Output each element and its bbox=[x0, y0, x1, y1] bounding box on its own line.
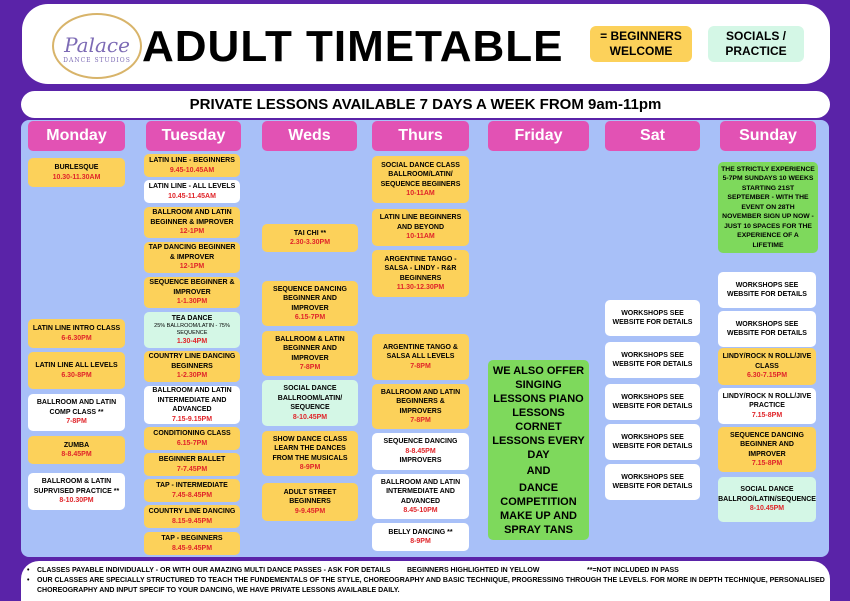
class-card[interactable] bbox=[28, 394, 125, 431]
class-title: BURLESQUE bbox=[54, 164, 99, 171]
bullet-icon: • bbox=[27, 567, 30, 574]
class-card[interactable] bbox=[28, 473, 125, 510]
class-title: ADULT STREET BEGINNERS bbox=[283, 488, 337, 506]
class-title: ARGENTINE TANGO - SALSA - LINDY - R&R BEGINNERS bbox=[384, 255, 457, 282]
class-title: WORKSHOPS SEE WEBSITE FOR DETAILS bbox=[612, 393, 693, 410]
legend-socials: SOCIALS / PRACTICE bbox=[708, 26, 804, 62]
class-time: 2.30-3.30PM bbox=[289, 239, 331, 246]
class-time: 8-10.45PM bbox=[749, 505, 785, 513]
class-time: 6.30-7.15PM bbox=[746, 372, 788, 380]
palace-logo[interactable] bbox=[52, 13, 142, 79]
class-time: 8-10.45PM bbox=[292, 413, 328, 421]
class-card[interactable] bbox=[372, 474, 469, 519]
class-time: 12-1PM bbox=[179, 228, 205, 236]
day-header-friday: Friday bbox=[488, 121, 589, 151]
class-time: 12-1PM bbox=[179, 263, 205, 271]
class-card[interactable] bbox=[28, 352, 125, 389]
class-card[interactable] bbox=[144, 427, 240, 450]
class-title: TAP - BEGINNERS bbox=[161, 535, 223, 542]
strictly-experience-card[interactable] bbox=[718, 162, 818, 253]
class-card[interactable] bbox=[144, 180, 240, 203]
class-card[interactable] bbox=[28, 158, 125, 187]
class-card[interactable] bbox=[605, 300, 700, 336]
class-title: WORKSHOPS SEE WEBSITE FOR DETAILS bbox=[612, 351, 693, 368]
class-time: 10.45-11.45AM bbox=[168, 192, 216, 200]
friday-offer-card[interactable] bbox=[488, 360, 589, 540]
class-title: TAP DANCING BEGINNER & IMPROVER bbox=[148, 244, 236, 261]
footer-notes bbox=[21, 561, 830, 601]
class-time: 8-9PM bbox=[299, 464, 321, 471]
footer-beginners-note: BEGINNERS HIGHLIGHTED IN YELLOW bbox=[407, 567, 540, 574]
class-title: BALLROOM AND LATIN INTERMEDIATE AND ADVANCED bbox=[380, 478, 461, 505]
class-title: SOCIAL DANCE BALLROO/LATIN/SEQUENCE bbox=[718, 486, 816, 503]
class-card[interactable] bbox=[718, 477, 816, 522]
day-header-weds: Weds bbox=[262, 121, 357, 151]
footer-line1: CLASSES PAYABLE INDIVIDUALLY - OR WITH OUR AMAZING MULTI DANCE PASSES - ASK FOR DETAILS bbox=[37, 567, 391, 574]
class-title: SEQUENCE DANCING BEGINNER AND IMPROVER bbox=[273, 285, 347, 312]
class-card[interactable] bbox=[262, 224, 358, 252]
offer-text: WE ALSO OFFER SINGING LESSONS PIANO LESSONS CORNET LESSONS EVERY DAY bbox=[492, 364, 585, 461]
class-title: BALLROOM AND LATIN BEGINNERS & IMPROVERS bbox=[380, 388, 461, 415]
class-card[interactable] bbox=[718, 427, 816, 472]
class-time: 6-6.30PM bbox=[61, 334, 92, 342]
class-subtitle: 25% BALLROOM/LATIN - 75% SEQUENCE bbox=[154, 323, 230, 336]
footer-not-included-note: **=NOT INCLUDED IN PASS bbox=[587, 567, 679, 574]
class-title: WORKSHOPS SEE WEBSITE FOR DETAILS bbox=[612, 309, 693, 326]
class-card[interactable] bbox=[718, 272, 816, 308]
day-header-monday: Monday bbox=[28, 121, 125, 151]
class-card[interactable] bbox=[262, 380, 358, 426]
class-card[interactable] bbox=[372, 433, 469, 470]
class-title: SEQUENCE BEGINNER & IMPROVER bbox=[149, 279, 235, 296]
class-title: BELLY DANCING ** bbox=[388, 528, 453, 536]
class-title: LINDY/ROCK N ROLL/JIVE PRACTICE bbox=[722, 392, 812, 410]
class-time: 8.15-9.45PM bbox=[171, 517, 213, 525]
class-title: THE STRICTLY EXPERIENCE 5-7PM SUNDAYS 10 WEEKS STARTING 21ST SEPTEMBER - WITH THE EVENT ON 28TH NOVEMBER SIGN UP NOW - JUST 10 SPACES FOR THE EXPERIENCE OF A LIFETIME bbox=[721, 165, 815, 249]
private-lessons-banner: PRIVATE LESSONS AVAILABLE 7 DAYS A WEEK FROM 9am-11pm bbox=[21, 91, 830, 118]
logo-name: Palace bbox=[64, 33, 130, 57]
class-time: 9.45-10.45AM bbox=[169, 166, 215, 174]
class-title: TEA DANCE bbox=[171, 314, 213, 322]
logo-subtitle: DANCE STUDIOS bbox=[63, 57, 131, 64]
class-title: BALLROOM AND LATIN BEGINNER & IMPROVER bbox=[150, 209, 234, 226]
class-title: BEGINNER BALLET bbox=[158, 456, 226, 463]
class-time: 10-11AM bbox=[406, 233, 435, 241]
class-card[interactable] bbox=[718, 348, 816, 385]
class-title: COUNTRY LINE DANCING BEGINNERS bbox=[148, 353, 236, 370]
class-card[interactable] bbox=[372, 209, 469, 246]
class-title: SOCIAL DANCE BALLROOM/LATIN/ SEQUENCE bbox=[277, 385, 343, 411]
class-card[interactable] bbox=[144, 351, 240, 382]
class-time: 6.15-7PM bbox=[176, 439, 208, 447]
class-title: LATIN LINE INTRO CLASS bbox=[32, 325, 121, 332]
class-title: WORKSHOPS SEE WEBSITE FOR DETAILS bbox=[612, 473, 693, 490]
offer-and: AND bbox=[526, 465, 551, 477]
class-title: TAI CHI ** bbox=[293, 229, 327, 237]
bullet-icon: • bbox=[27, 577, 30, 584]
class-time: 1-2.30PM bbox=[176, 372, 208, 380]
class-title: SEQUENCE DANCING bbox=[383, 438, 458, 446]
class-card[interactable] bbox=[605, 342, 700, 378]
class-title: WORKSHOPS SEE WEBSITE FOR DETAILS bbox=[727, 320, 807, 337]
class-title: ZUMBA bbox=[63, 441, 90, 449]
class-time: 7-7.45PM bbox=[176, 465, 208, 473]
class-time: 7.45-8.45PM bbox=[171, 491, 213, 499]
class-card[interactable] bbox=[262, 431, 358, 476]
class-time: 9-9.45PM bbox=[294, 507, 326, 515]
class-time: 8-10.30PM bbox=[59, 497, 94, 505]
class-card[interactable] bbox=[262, 281, 358, 326]
class-time: 7.15-8PM bbox=[751, 460, 783, 467]
class-time: 8-9PM bbox=[410, 538, 431, 545]
class-time: 7.15-9.15PM bbox=[171, 415, 213, 423]
class-level: IMPROVERS bbox=[399, 457, 442, 465]
class-title: LATIN LINE BEGINNERS AND BEYOND bbox=[379, 214, 462, 231]
class-card[interactable] bbox=[372, 334, 469, 380]
class-card[interactable] bbox=[144, 532, 240, 555]
class-card[interactable] bbox=[28, 436, 125, 464]
legend-beginners: = BEGINNERS WELCOME bbox=[590, 26, 692, 62]
day-header-tuesday: Tuesday bbox=[146, 121, 241, 151]
class-time: 7-8PM bbox=[66, 418, 87, 426]
class-time: 8.45-10PM bbox=[403, 507, 438, 514]
day-header-sat: Sat bbox=[605, 121, 700, 151]
class-card[interactable] bbox=[372, 384, 469, 429]
class-time: 8-8.45PM bbox=[61, 451, 92, 458]
class-title: COUNTRY LINE DANCING bbox=[148, 508, 236, 515]
class-title: WORKSHOPS SEE WEBSITE FOR DETAILS bbox=[612, 433, 693, 450]
class-card[interactable] bbox=[718, 311, 816, 347]
class-title: WORKSHOPS SEE WEBSITE FOR DETAILS bbox=[727, 281, 807, 298]
class-title: BALLROOM & LATIN BEGINNER AND IMPROVER bbox=[275, 335, 345, 362]
class-time: 8-8.45PM bbox=[405, 447, 436, 455]
day-header-thurs: Thurs bbox=[372, 121, 469, 151]
class-card[interactable] bbox=[144, 453, 240, 476]
footer-line2: OUR CLASSES ARE SPECIALLY STRUCTURED TO TEACH THE FUNDEMENTALS OF THE STYLE, CHOREOGRAPHY AND BASIC TECHNIQUE, PROGRESSING THROUGH THE LEVELS. FOR MORE IN DEPTH TECHNIQUE, PERSONALISED bbox=[37, 577, 825, 584]
class-card[interactable] bbox=[372, 523, 469, 551]
class-title: LATIN LINE - BEGINNERS bbox=[149, 157, 235, 164]
class-title: CONDITIONING CLASS bbox=[153, 430, 231, 437]
class-time: 7.15-8PM bbox=[751, 411, 783, 419]
offer-dance: DANCE COMPETITION MAKE UP AND SPRAY TANS bbox=[499, 481, 577, 536]
class-time: 6.30-8PM bbox=[61, 371, 92, 379]
class-time: 7-8PM bbox=[410, 362, 431, 370]
class-title: BALLROOM AND LATIN INTERMEDIATE AND ADVANCED bbox=[152, 387, 232, 413]
class-title: SEQUENCE DANCING BEGINNER AND IMPROVER bbox=[730, 431, 804, 458]
class-title: LINDY/ROCK N ROLL/JIVE CLASS bbox=[722, 353, 812, 370]
class-card[interactable] bbox=[605, 424, 700, 460]
class-card[interactable] bbox=[144, 207, 240, 238]
class-card[interactable] bbox=[144, 386, 240, 424]
class-card[interactable] bbox=[262, 331, 358, 376]
class-title: TAP - INTERMEDIATE bbox=[156, 482, 228, 489]
class-card[interactable] bbox=[262, 483, 358, 521]
class-time: 7-8PM bbox=[410, 417, 431, 424]
class-time: 8.45-9.45PM bbox=[171, 544, 213, 552]
footer-line3: CHOREOGRAPHY AND INPUT SPECIF TO YOUR DANCING, WE HAVE PRIVATE LESSONS AVAILABLE DAILY. bbox=[37, 587, 400, 594]
class-time: 6.15-7PM bbox=[294, 314, 326, 321]
class-title: ARGENTINE TANGO & SALSA ALL LEVELS bbox=[383, 343, 458, 361]
class-card[interactable] bbox=[718, 388, 816, 424]
class-card[interactable] bbox=[144, 505, 240, 528]
class-time: 10.30-11.30AM bbox=[52, 173, 101, 181]
class-title: SOCIAL DANCE CLASS BALLROOM/LATIN/ SEQUENCE BEGIINERS bbox=[380, 161, 461, 188]
class-time: 7-8PM bbox=[299, 364, 321, 371]
class-title: LATIN LINE - ALL LEVELS bbox=[148, 183, 236, 190]
page-title: ADULT TIMETABLE bbox=[142, 22, 564, 71]
class-time: 11.30-12.30PM bbox=[396, 284, 445, 291]
class-title: BALLROOM AND LATIN COMP CLASS ** bbox=[36, 399, 117, 416]
class-card[interactable] bbox=[144, 277, 240, 308]
class-card[interactable] bbox=[605, 464, 700, 500]
class-title: BALLROOM & LATIN SUPRVISED PRACTICE ** bbox=[33, 478, 120, 495]
class-card[interactable] bbox=[144, 154, 240, 177]
class-card[interactable] bbox=[372, 250, 469, 297]
class-time: 10-11AM bbox=[406, 190, 435, 197]
class-card[interactable] bbox=[605, 384, 700, 420]
class-time: 1.30-4PM bbox=[176, 338, 208, 345]
class-time: 1-1.30PM bbox=[176, 298, 208, 306]
class-card[interactable] bbox=[28, 319, 125, 348]
class-card[interactable] bbox=[144, 242, 240, 273]
class-card[interactable] bbox=[144, 312, 240, 348]
class-card[interactable] bbox=[372, 156, 469, 203]
class-title: SHOW DANCE CLASS LEARN THE DANCES FROM THE MUSICALS bbox=[272, 435, 348, 462]
day-header-sunday: Sunday bbox=[720, 121, 816, 151]
class-title: LATIN LINE ALL LEVELS bbox=[35, 362, 118, 369]
class-card[interactable] bbox=[144, 479, 240, 502]
